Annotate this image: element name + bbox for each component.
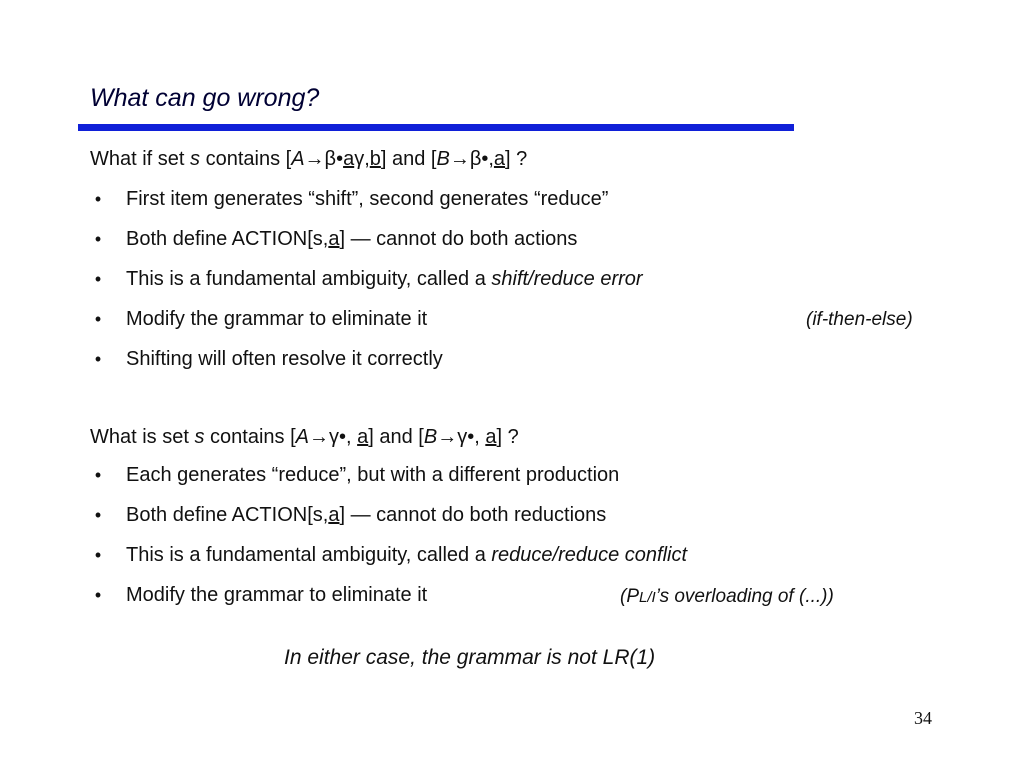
bullet-text-emphasis: reduce/reduce conflict: [491, 544, 688, 566]
s1-comma1: ,: [364, 148, 370, 170]
s1-and: ] and [: [380, 148, 437, 170]
bullet-icon: •: [94, 349, 102, 369]
bullet-icon: •: [94, 545, 102, 565]
s2-set-var: s: [194, 426, 205, 448]
bullet-icon: •: [94, 229, 102, 249]
s2-a1: a: [357, 426, 369, 448]
bullet-text-pre: This is a fundamental ambiguity, called a: [126, 268, 492, 290]
bullet-text: [126, 267, 643, 291]
s1-dot2: •,: [481, 148, 494, 170]
note-pre: (P: [620, 586, 639, 607]
s1-beta2: β: [469, 148, 482, 170]
s2-end: ] ?: [496, 426, 519, 448]
s2-gamma1: γ: [329, 426, 339, 448]
s2-B: B: [423, 426, 438, 448]
s2-and: ] and [: [368, 426, 424, 448]
s2-prefix: What is set: [90, 426, 195, 448]
bullet-text-pre: Both define ACTION[s,: [126, 228, 329, 250]
s1-A: A: [291, 148, 305, 170]
s1-arrow1: →: [304, 148, 325, 170]
s1-set-var: s: [190, 148, 201, 170]
s1-beta1: β: [324, 148, 337, 170]
bullet-icon: •: [94, 269, 102, 289]
s1-prefix: What if set: [90, 148, 191, 170]
s2-a2: a: [485, 426, 497, 448]
bullet-text-pre: This is a fundamental ambiguity, called a: [126, 544, 492, 566]
bullet-text: [126, 503, 606, 527]
bullet-text-a: a: [328, 228, 340, 250]
bullet-icon: •: [94, 189, 102, 209]
s2-gamma2: γ: [457, 426, 468, 448]
section1-heading: [90, 147, 527, 171]
side-note: [620, 585, 834, 610]
s1-dot1: •: [336, 148, 344, 170]
bullet-text: Modify the grammar to eliminate it: [126, 584, 428, 606]
s1-B: B: [436, 148, 450, 170]
s2-dot2: •,: [467, 426, 486, 448]
bullet-text: Each generates “reduce”, but with a different production: [126, 464, 620, 486]
s2-dot1: •,: [339, 426, 358, 448]
bullet-text-emphasis: shift/reduce error: [491, 268, 643, 290]
side-note: (if-then-else): [806, 309, 913, 330]
bullet-text-post: ] — cannot do both actions: [339, 228, 578, 250]
s1-gamma1: γ: [354, 148, 365, 170]
s1-contains: contains [: [200, 148, 292, 170]
bullet-text: [126, 543, 687, 567]
s1-arrow2: →: [449, 148, 470, 170]
note-post: ’s overloading of (...)): [655, 586, 834, 607]
s2-contains: contains [: [204, 426, 296, 448]
s1-a2: a: [493, 148, 506, 170]
bullet-text: First item generates “shift”, second generates “reduce”: [126, 188, 609, 210]
bullet-text: Shifting will often resolve it correctly: [126, 348, 443, 370]
s1-end: ] ?: [505, 148, 528, 170]
bullet-icon: •: [94, 505, 102, 525]
bullet-text-post: ] — cannot do both reductions: [339, 504, 607, 526]
page-number: 34: [914, 708, 932, 728]
bullet-text: [126, 227, 577, 251]
s2-A: A: [295, 426, 309, 448]
s1-b: b: [369, 148, 381, 170]
slide-title: What can go wrong?: [90, 84, 320, 112]
s2-arrow1: →: [309, 426, 329, 448]
bullet-icon: •: [94, 309, 102, 329]
bullet-text: Modify the grammar to eliminate it: [126, 308, 428, 330]
bullet-icon: •: [94, 585, 102, 605]
note-smallcaps: L/I: [639, 589, 656, 606]
s1-a1: a: [343, 148, 355, 170]
conclusion-text: In either case, the grammar is not LR(1): [284, 646, 656, 669]
s2-arrow2: →: [437, 426, 458, 448]
bullet-icon: •: [94, 465, 102, 485]
bullet-text-a: a: [328, 504, 340, 526]
section2-heading: [90, 425, 519, 449]
bullet-text-pre: Both define ACTION[s,: [126, 504, 329, 526]
title-underline-bar: [78, 124, 794, 131]
